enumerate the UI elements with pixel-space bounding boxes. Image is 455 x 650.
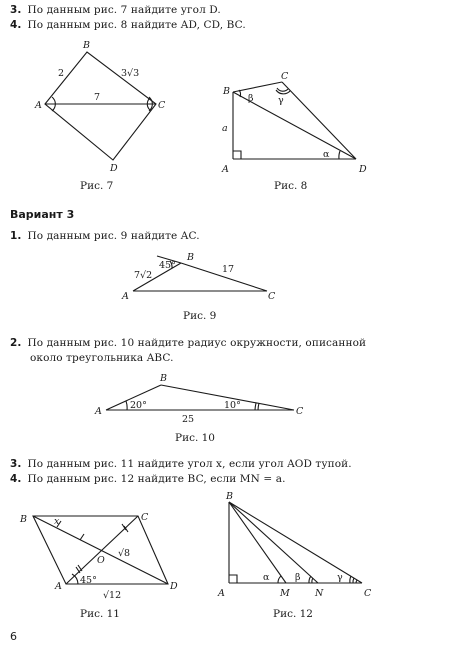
fig12-label-gamma: γ	[337, 572, 343, 583]
fig10-label-b: B	[160, 373, 167, 384]
fig8-caption: Рис. 8	[274, 180, 308, 192]
fig9-label-b: B	[187, 252, 194, 263]
fig12-label-m: M	[280, 588, 290, 599]
fig8-label-gamma: γ	[278, 95, 284, 106]
fig12-label-c: C	[364, 588, 372, 599]
fig7-label-ab: 2	[58, 68, 65, 79]
fig9-label-angle: 45°	[159, 260, 176, 271]
fig7-caption: Рис. 7	[80, 180, 114, 192]
fig12-label-a: A	[218, 588, 225, 599]
fig11-label-c: C	[141, 512, 149, 523]
task-2-variant-line2: около треугольника ABC.	[30, 352, 174, 364]
fig11-label-x: x	[54, 516, 60, 527]
task-number: 3.	[10, 458, 22, 470]
fig8-label-a: A	[222, 164, 229, 175]
task-3-bottom	[10, 458, 352, 470]
task-text: По данным рис. 9 найдите AC.	[27, 230, 200, 242]
fig11-label-sqrt12: √12	[103, 590, 122, 601]
task-4-bottom	[10, 473, 286, 485]
task-number: 1.	[10, 230, 22, 242]
fig11-label-sqrt8: √8	[118, 548, 131, 559]
fig11-label-o: O	[97, 555, 105, 566]
task-number: 3.	[10, 4, 22, 16]
fig8-label-alpha: α	[323, 149, 330, 160]
fig9-label-bc: 17	[222, 264, 235, 275]
fig11-label-d: D	[170, 581, 178, 592]
task-text: По данным рис. 12 найдите BC, если MN = a.	[27, 473, 286, 485]
fig12-label-beta: β	[295, 572, 301, 583]
fig10-label-a: A	[95, 406, 102, 417]
fig10-label-angle-c: 10°	[224, 400, 241, 411]
fig7-label-a: A	[35, 100, 42, 111]
fig8-label-beta: β	[248, 93, 254, 104]
task-number: 4.	[10, 19, 22, 31]
fig12-caption: Рис. 12	[273, 608, 313, 620]
fig10-label-angle-a: 20°	[130, 400, 147, 411]
fig12-label-alpha: α	[263, 572, 270, 583]
fig11-label-angle: 45°	[80, 575, 97, 586]
variant-heading: Вариант 3	[10, 208, 75, 221]
fig8-label-d: D	[359, 164, 367, 175]
fig10-label-c: C	[296, 406, 304, 417]
task-2-variant	[10, 337, 366, 349]
fig9-label-c: C	[268, 291, 276, 302]
task-number: 4.	[10, 473, 22, 485]
page-number: 6	[10, 630, 17, 643]
fig12-label-b: B	[226, 491, 233, 502]
task-text: По данным рис. 8 найдите AD, CD, BC.	[27, 19, 246, 31]
task-text: По данным рис. 11 найдите угол x, если угол AOD тупой.	[27, 458, 352, 470]
figure-9	[133, 256, 267, 291]
fig7-label-bc: 3√3	[121, 68, 140, 79]
fig7-label-ac: 7	[94, 92, 101, 103]
fig8-label-b: B	[223, 86, 230, 97]
fig12-label-n: N	[315, 588, 324, 599]
fig8-label-a-side: a	[222, 123, 228, 134]
figure-12	[229, 502, 362, 583]
task-text: По данным рис. 10 найдите радиус окружности, описанной	[27, 337, 367, 349]
fig10-label-ac: 25	[182, 414, 195, 425]
fig11-label-b: B	[20, 514, 27, 525]
fig8-label-c: C	[281, 71, 289, 82]
fig11-caption: Рис. 11	[80, 608, 120, 620]
task-text: По данным рис. 7 найдите угол D.	[27, 4, 221, 16]
fig9-label-a: A	[122, 291, 129, 302]
fig9-caption: Рис. 9	[183, 310, 217, 322]
fig9-label-ab: 7√2	[134, 270, 153, 281]
task-number: 2.	[10, 337, 22, 349]
fig7-label-b: B	[83, 40, 90, 51]
fig10-caption: Рис. 10	[175, 432, 215, 444]
fig11-label-a: A	[55, 581, 62, 592]
fig7-label-d: D	[110, 163, 118, 174]
fig7-label-c: C	[158, 100, 166, 111]
task-1-variant	[10, 230, 200, 242]
